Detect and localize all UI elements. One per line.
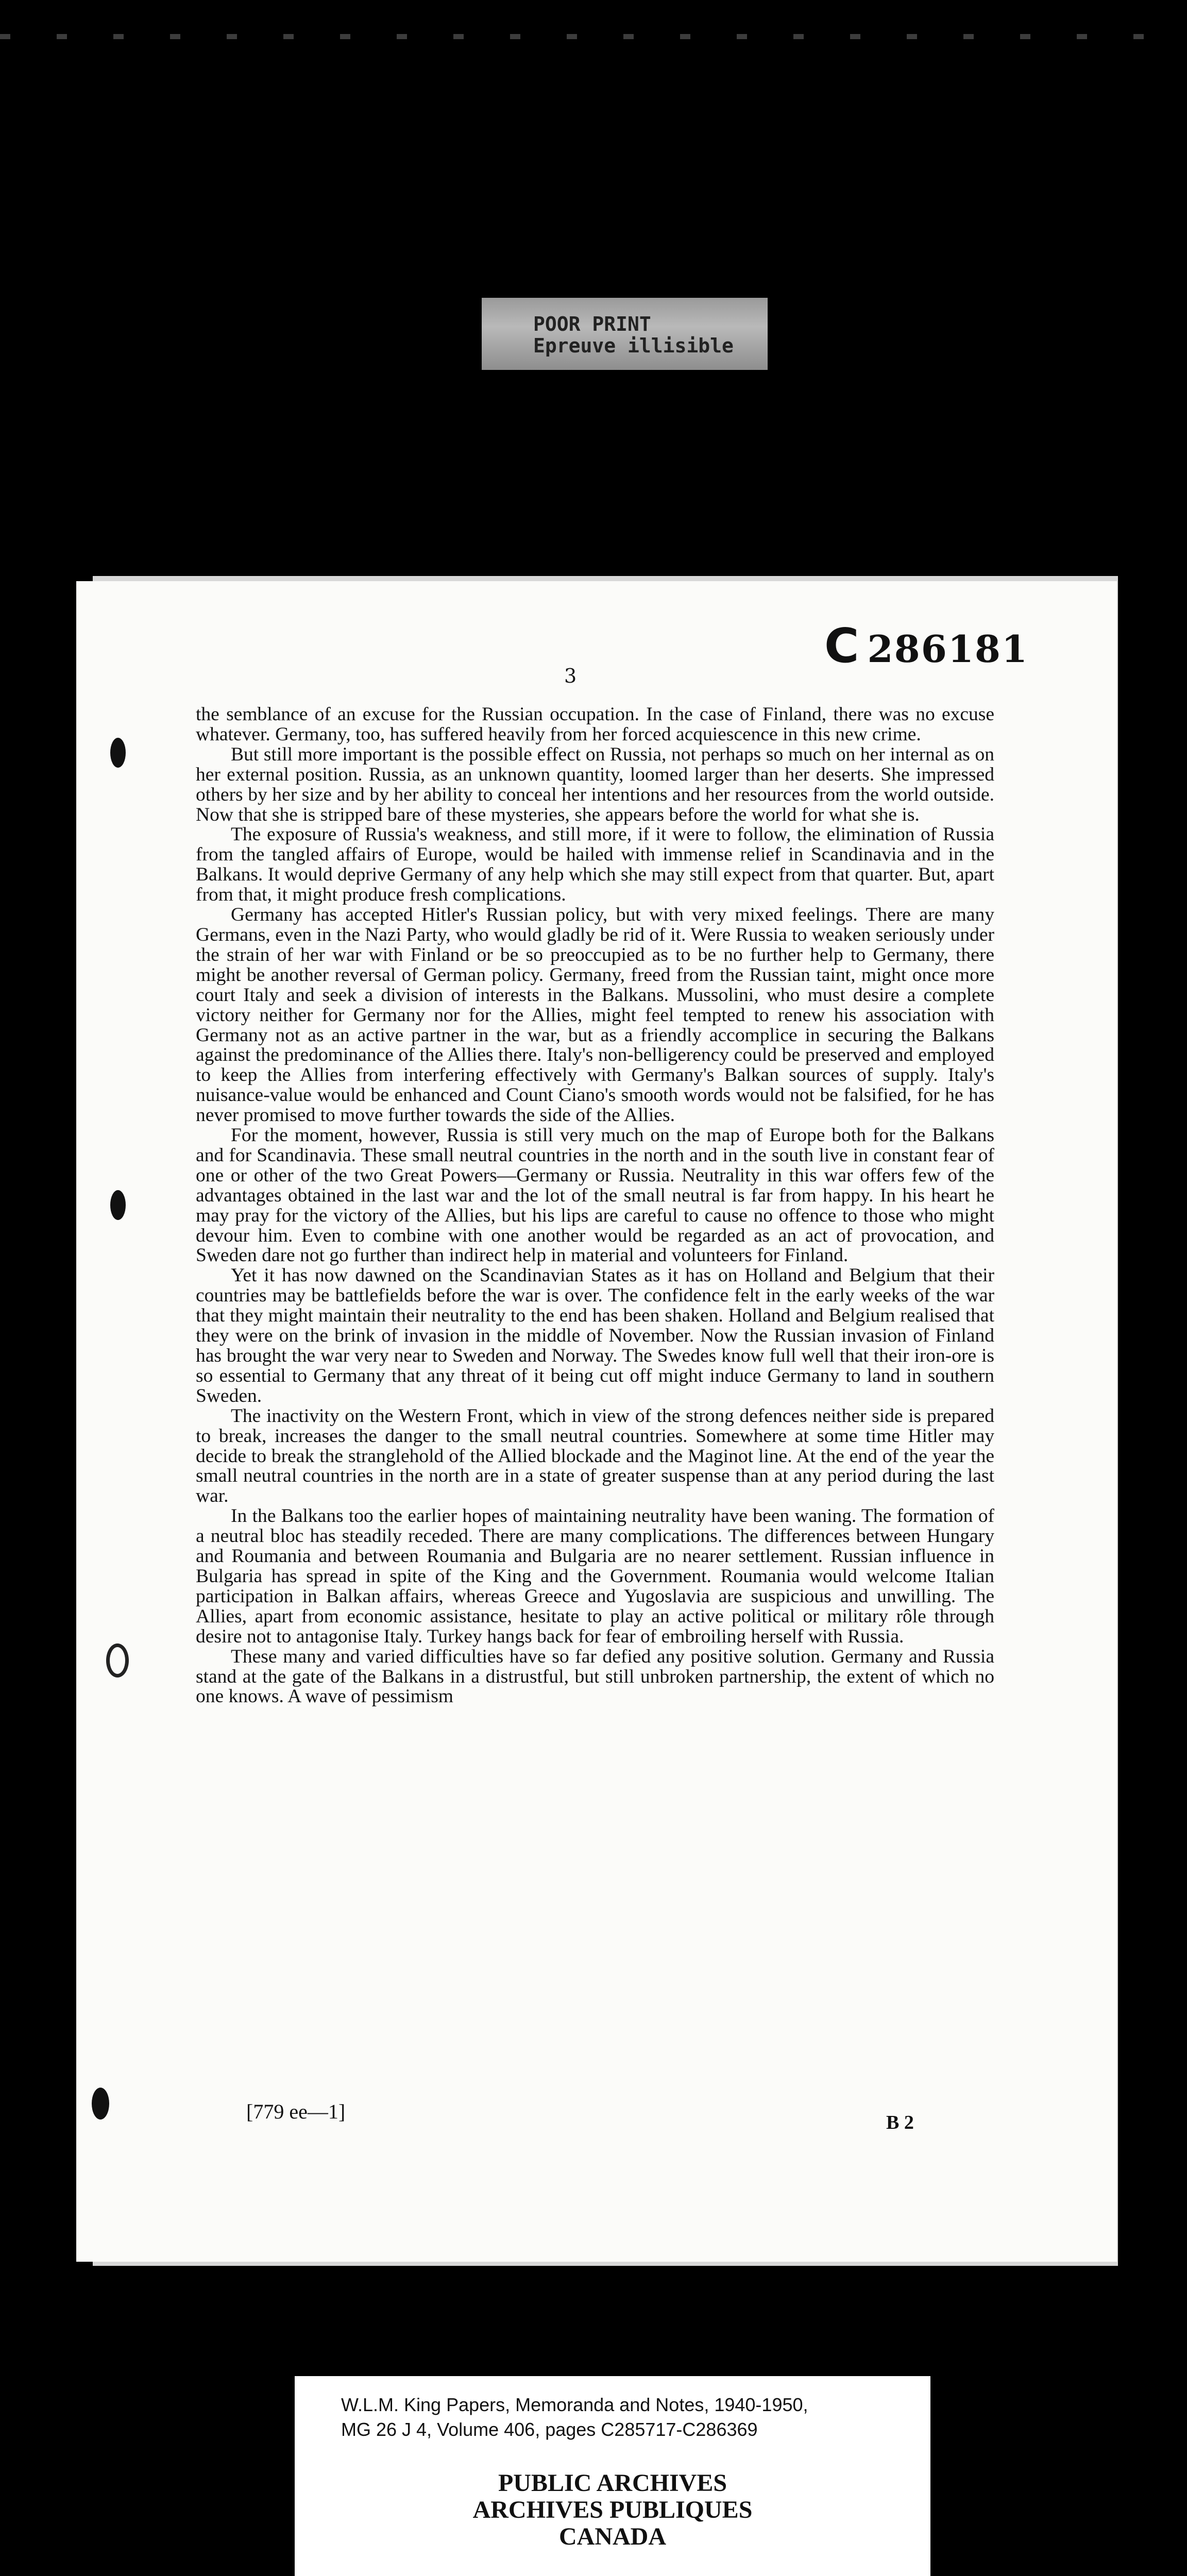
- archive-reference: [341, 2393, 808, 2442]
- document-id-prefix: C: [824, 618, 860, 673]
- punch-hole: [92, 2088, 109, 2120]
- paragraph: Germany has accepted Hitler's Russian policy, but with very mixed feelings. There are many Germans, even in the Nazi Party, who would gladly be rid of it. Were Russia to weaken seriously under the strain of her war with Finland or be so preoccupied as to be no further help to Germany, there might be another reversal of German policy. Germany, freed from the Russian taint, might once more court Italy and seek a division of interests in the Balkans. Mussolini, who must desire a complete victory neither for Germany nor for the Allies, might feel tempted to renew his association with Germany not as an active partner in the war, but as a friendly accomplice in securing the Balkans against the predominance of the Allies there. Italy's non-belligerency could be preserved and employed to keep the Allies from interfering effectively with Germany's Balkan sources of supply. Italy's nuisance-value would be enhanced and Count Ciano's smooth words would not be falsified, for he has never promised to move further towards the side of the Allies.: [196, 904, 994, 1126]
- document-id: [824, 618, 1028, 673]
- punch-hole: [106, 1643, 129, 1677]
- paragraph: These many and varied difficulties have so far defied any positive solution. Germany and Russia stand at the gate of the Balkans in a distrustful, but still unbroken partnership, the extent of which no one knows. A wave of pessimism: [196, 1646, 994, 1707]
- document-id-number: 286181: [867, 627, 1029, 671]
- paragraph: In the Balkans too the earlier hopes of maintaining neutrality have been waning. The formation of a neutral bloc has steadily receded. There are many complications. The differences between Hungary and Roumania and between Roumania and Bulgaria are no nearer settlement. Russian influence in Bulgaria has spread in spite of the King and the Government. Roumania would welcome Italian participation in Balkan affairs, whereas Greece and Yugoslavia are suspicious and unwilling. The Allies, apart from economic assistance, hesitate to play an active political or military rôle through desire not to antagonise Italy. Turkey hangs back for fear of embroiling herself with Russia.: [196, 1505, 994, 1647]
- archive-country: CANADA: [559, 2523, 666, 2550]
- archive-label: [295, 2376, 930, 2576]
- paragraph: the semblance of an excuse for the Russian occupation. In the case of Finland, there was no excuse whatever. Germany, too, has suffered heavily from her forced acquiescence in this new crime.: [196, 704, 994, 745]
- paragraph: But still more important is the possible effect on Russia, not perhaps so much on her internal as on her external position. Russia, as an unknown quantity, loomed larger than her deserts. She impressed others by her size and by her ability to conceal her intentions and her resources from the world outside. Now that she is stripped bare of these mysteries, she appears before the world for what she is.: [196, 743, 994, 825]
- punch-hole: [110, 738, 126, 768]
- archive-name-en: PUBLIC ARCHIVES: [498, 2469, 727, 2497]
- signature-mark: B 2: [886, 2112, 914, 2133]
- archive-reference-line: MG 26 J 4, Volume 406, pages C285717-C286369: [341, 2419, 758, 2440]
- archive-name-fr: ARCHIVES PUBLIQUES: [472, 2496, 753, 2523]
- body-text: [196, 705, 994, 1707]
- poor-print-stamp: [482, 298, 768, 370]
- stamp-line-fr: Epreuve illisible: [533, 334, 734, 357]
- print-code: [779 ee—1]: [246, 2100, 346, 2123]
- film-edge: [0, 34, 1187, 39]
- punch-hole: [110, 1190, 126, 1220]
- paragraph: The inactivity on the Western Front, which in view of the strong defences neither side is prepared to break, increases the danger to the small neutral countries. Somewhere at some time Hitler may decide to break the stranglehold of the Allied blockade and the Maginot line. At the end of the year the small neutral countries in the north are in a state of greater suspense than at any period during the last war.: [196, 1405, 994, 1507]
- paragraph: The exposure of Russia's weakness, and still more, if it were to follow, the elimination of Russia from the tangled affairs of Europe, would be hailed with immense relief in Scandinavia and in the Balkans. It would deprive Germany of any help which she may still expect from that quarter. But, apart from that, it might produce fresh complications.: [196, 824, 994, 906]
- archive-reference-line: W.L.M. King Papers, Memoranda and Notes, 1940-1950,: [341, 2394, 808, 2415]
- page-number: 3: [564, 665, 577, 687]
- paragraph: For the moment, however, Russia is still very much on the map of Europe both for the Balkans and for Scandinavia. These small neutral countries in the north and in the south live in constant fear of one or other of the two Great Powers—Germany or Russia. Neutrality in this war offers few of the advantages obtained in the last war and the lot of the small neutral is far from happy. In his heart he may pray for the victory of the Allies, but his lips are careful to cause no offence to those who might devour him. Even to combine with one another would be regarded as an act of provocation, and Sweden dare not go further than indirect help in material and volunteers for Finland.: [196, 1125, 994, 1266]
- paragraph: Yet it has now dawned on the Scandinavian States as it has on Holland and Belgium that their countries may be battlefields before the war is over. The confidence felt in the early weeks of the war that they might maintain their neutrality to the end has been shaken. Holland and Belgium realised that they were on the brink of invasion in the middle of November. Now the Russian invasion of Finland has brought the war very near to Sweden and Norway. The Swedes know full well that their iron-ore is so essential to Germany that any threat of it being cut off might induce Germany to land in southern Sweden.: [196, 1265, 994, 1406]
- stamp-line-en: POOR PRINT: [533, 313, 651, 335]
